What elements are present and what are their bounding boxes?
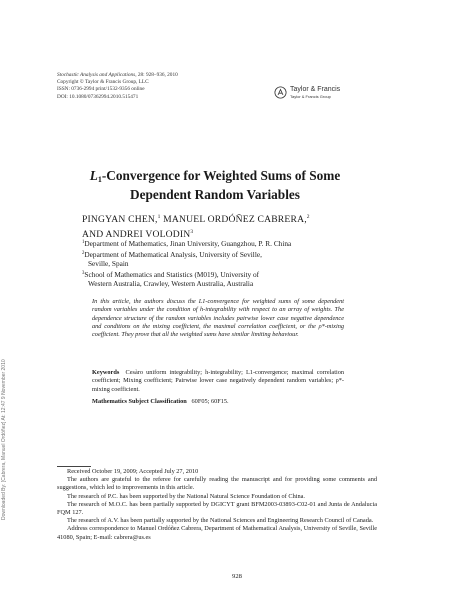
page-number: 928 [232, 573, 242, 580]
journal-issn: ISSN: 0736-2994 print/1532-9356 online [57, 86, 145, 93]
journal-info [57, 72, 178, 101]
correspondence-address: Address correspondence to Manuel Ordóñez Cabrera, Department of Mathematical Analysis, University of Seville, Seville 41080, Spain; E-mail: cabrera@us.es [57, 525, 377, 541]
funding-note: The research of A.V. has been partially supported by the National Sciences and Engineering Research Council of Canada. [67, 517, 374, 525]
funding-note: The research of P.C. has been supported by the National Natural Science Foundation of China. [67, 492, 305, 500]
article-title: $L_1$-Convergence for Weighted Sums of Some Dependent Random Variables [89, 168, 341, 202]
publisher-logo-icon [274, 86, 287, 99]
keywords: Keywords Cesàro uniform integrability; h-integrability; L1-convergence; maximal correlation coefficient; Mixing coefficient; Pairwise lower case negatively dependent random variables; ρ*-mixing coefficient. [92, 369, 344, 393]
author-name: PINGYAN CHEN, [82, 214, 158, 226]
journal-doi: DOI: 10.1080/07362994.2010.515471 [57, 93, 139, 100]
acknowledgment: The authors are grateful to the referee for carefully reading the manuscript and for providing some comments and suggestions, which led to improvements in this article. [57, 476, 377, 492]
abstract: In this article, the authors discuss the L1-convergence for weighted sums of some dependent random variables under the condition of h-integrability with respect to an array of weights. The dependence structure of the random variables includes pairwise lower case negative dependence and conditions on the mixing coefficient, the maximal correlation coefficient, or the ρ*-mixing coefficient. They prove that all the weighted sums have similar limiting behaviour. [92, 298, 344, 339]
author-name: MANUEL ORDÓÑEZ CABRERA, [160, 214, 307, 226]
affiliations: $^1$Department of Mathematics, Jinan University, Guangzhou, P. R. China $^2$Department of Mathematical Analysis, University of Seville, Seville, Spain $^3$School of Mathematics and Statistics (M019), University of Western Australia, Crawley, Western Australia, Australia [82, 238, 402, 289]
affiliation: $^2$Department of Mathematical Analysis, University of Seville, [82, 249, 262, 259]
footnote-rule [57, 466, 91, 467]
download-watermark: Downloaded By: [Cabrera, Manuel Ordóñez] At: 12:47 9 November 2010 [1, 359, 7, 520]
funding-note: The research of M.O.C. has been partially supported by DGICYT grant BFM2003-03893-C02-01 and Junta de Andalucia FQM 127. [57, 500, 377, 517]
publisher-logo [274, 86, 340, 99]
msc-classification: Mathematics Subject Classification 60F05; 60F15. [92, 398, 229, 405]
publisher-logo-text: Taylor & Francis Taylor & Francis Group [290, 86, 341, 99]
affiliation: $^3$School of Mathematics and Statistics (M019), University of [82, 269, 260, 279]
affiliation: $^1$Department of Mathematics, Jinan University, Guangzhou, P. R. China [82, 239, 292, 248]
footnotes [57, 468, 377, 542]
journal-citation: Stochastic Analysis and Applications, 28: 928–936, 2010 [57, 72, 178, 78]
author-name: AND ANDREI VOLODIN [82, 229, 191, 241]
journal-copyright: Copyright © Taylor & Francis Group, LLC [57, 79, 149, 86]
received-date: Received October 19, 2009; Accepted July 27, 2010 [67, 468, 199, 475]
author-list: PINGYAN CHEN,$^1$ MANUEL ORDÓÑEZ CABRERA,$^2$ AND ANDREI VOLODIN$^3$ [82, 214, 310, 241]
journal-name: Stochastic Analysis and Applications [57, 72, 136, 78]
